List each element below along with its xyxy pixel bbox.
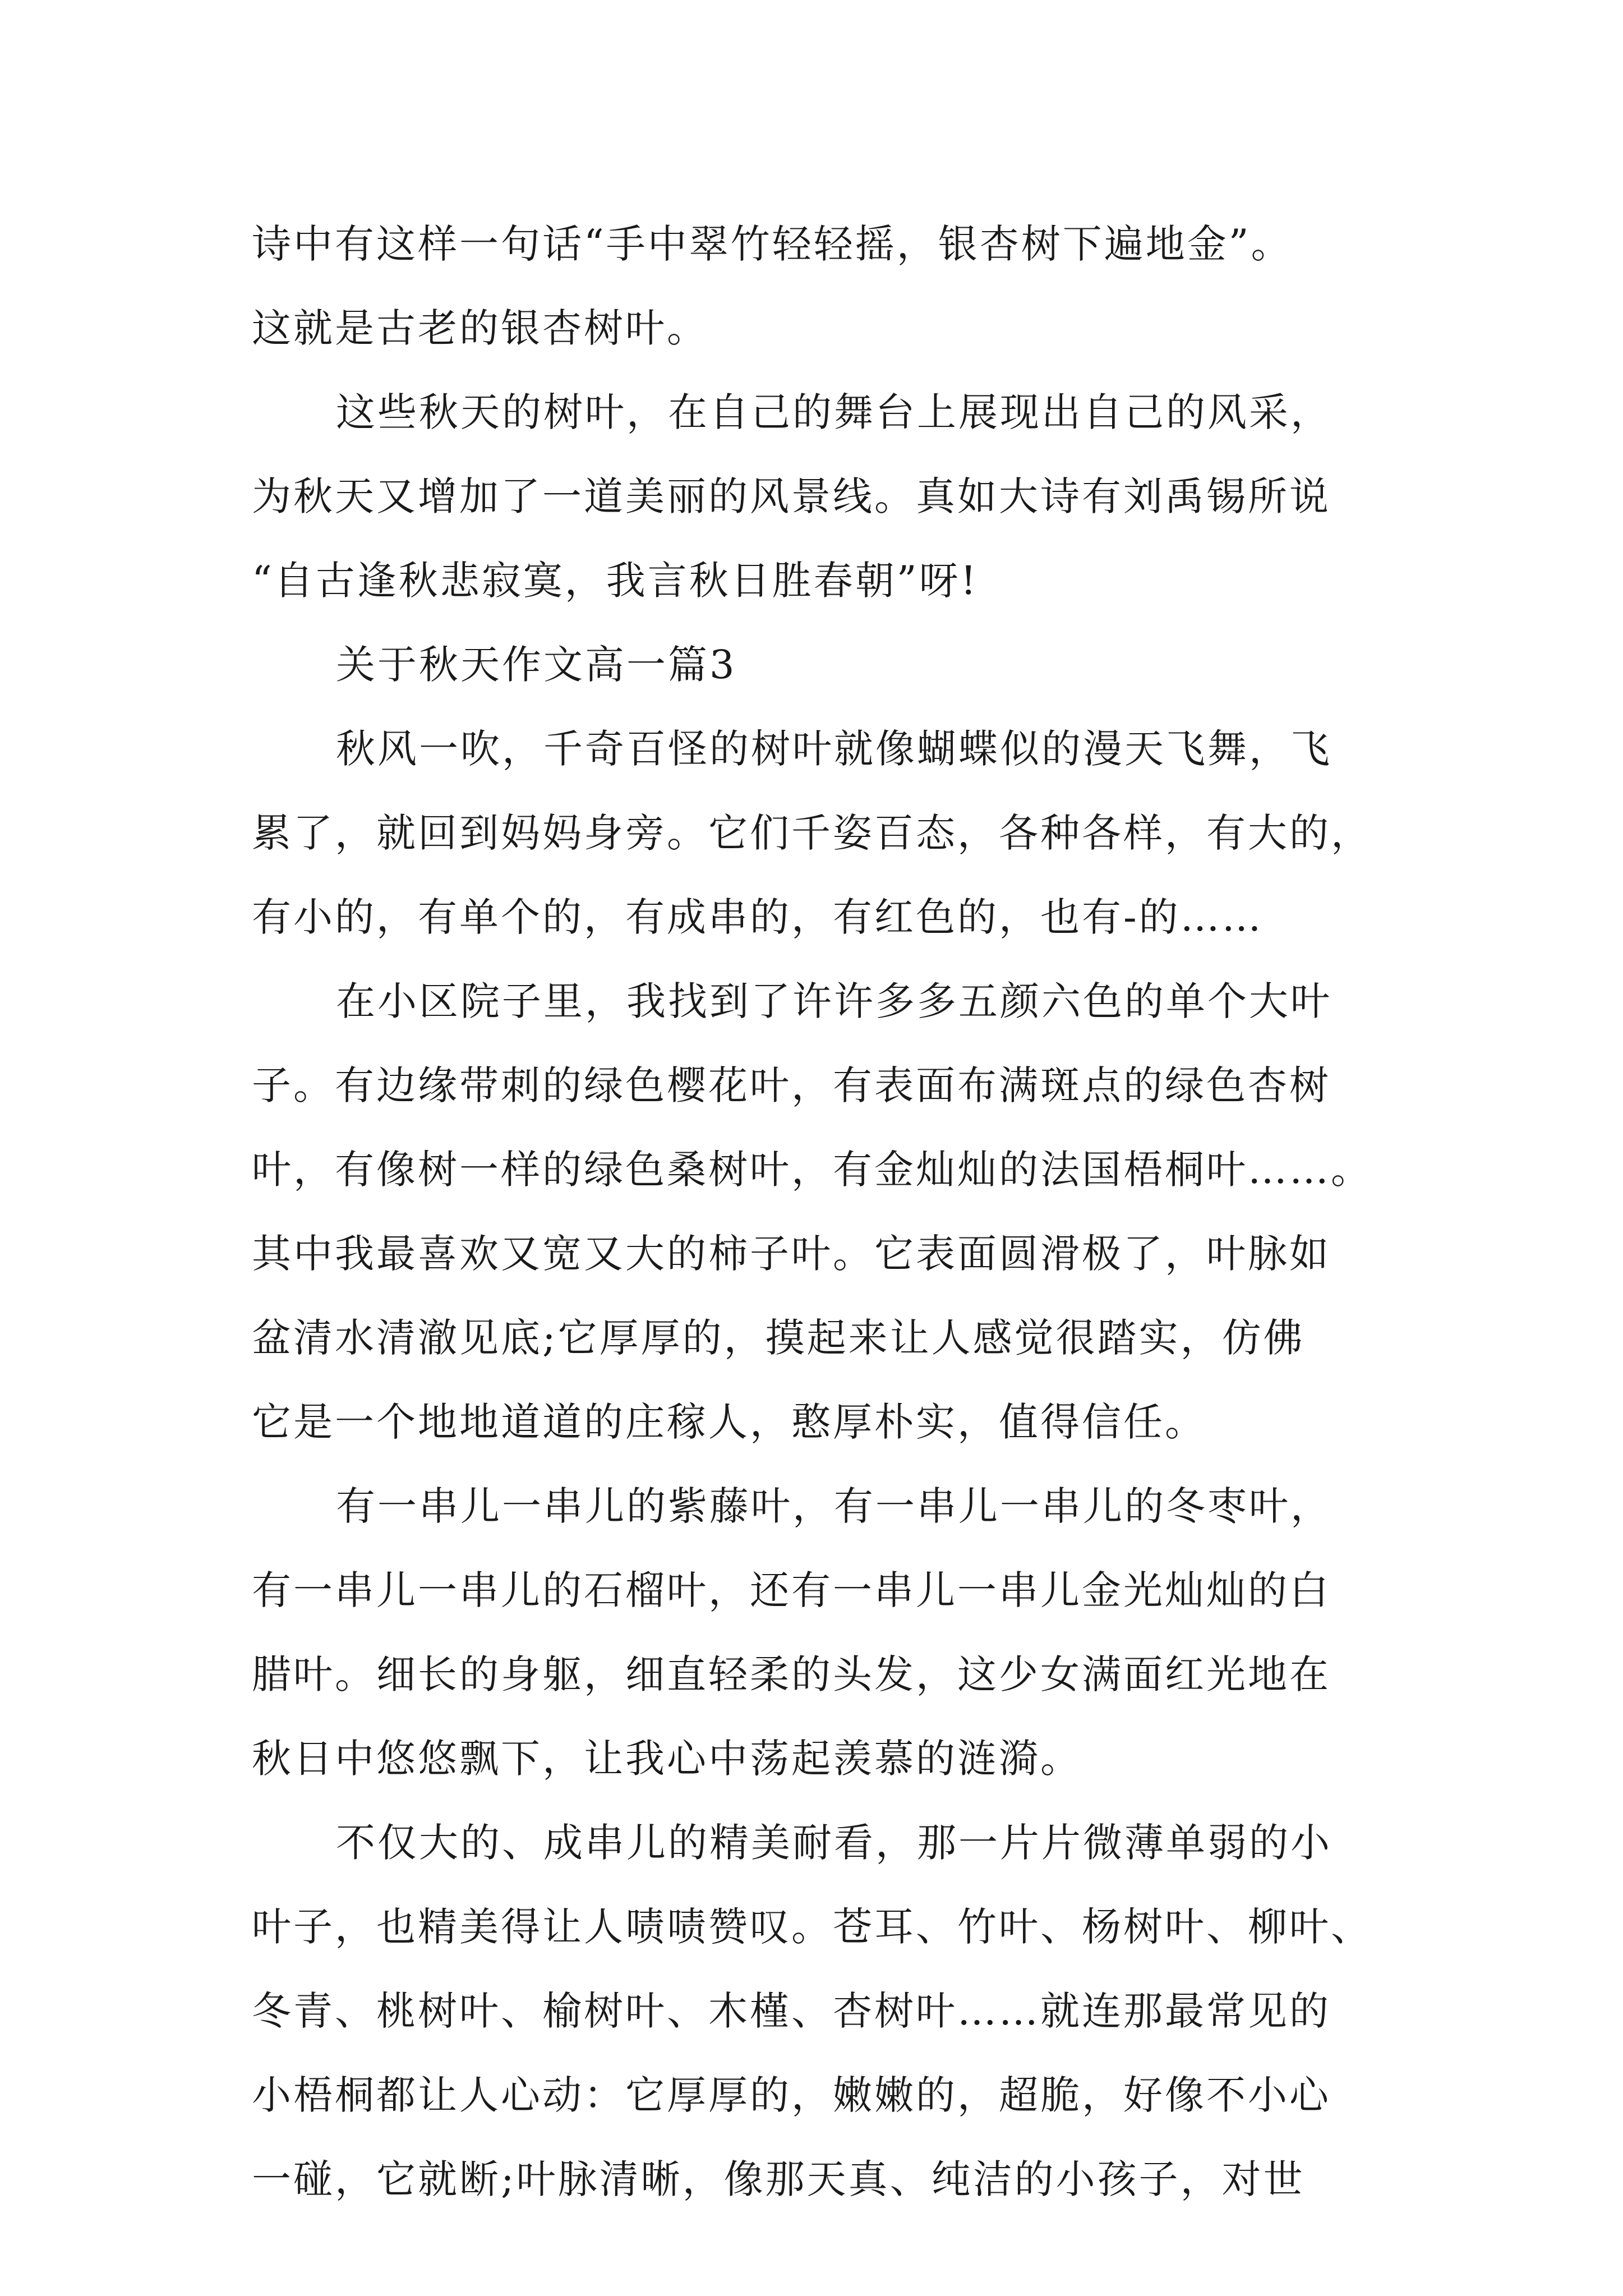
text-line: 盆清水清澈见底;它厚厚的，摸起来让人感觉很踏实，仿佛 (252, 1315, 1305, 1361)
text-line: 不仅大的、成串儿的精美耐看，那一片片微薄单弱的小 (336, 1820, 1332, 1866)
text-line: 叶，有像树一样的绿色桑树叶，有金灿灿的法国梧桐叶……。 (252, 1147, 1372, 1193)
text-line: 有一串儿一串儿的紫藤叶，有一串儿一串儿的冬枣叶， (336, 1483, 1332, 1529)
text-line: 有一串儿一串儿的石榴叶，还有一串儿一串儿金光灿灿的白 (252, 1567, 1331, 1613)
text-line: 有小的，有单个的，有成串的，有红色的，也有-的…… (252, 894, 1264, 940)
text-line: 小梧桐都让人心动：它厚厚的，嫩嫩的，超脆，好像不小心 (252, 2072, 1331, 2118)
text-line: 这些秋天的树叶，在自己的舞台上展现出自己的风采， (336, 389, 1332, 435)
text-line: 关于秋天作文高一篇3 (336, 642, 737, 688)
text-line: 在小区院子里，我找到了许许多多五颜六色的单个大叶 (336, 978, 1332, 1024)
text-line: 它是一个地地道道的庄稼人，憨厚朴实，值得信任。 (252, 1399, 1206, 1445)
text-line: 这就是古老的银杏树叶。 (252, 305, 708, 351)
text-line: 秋风一吹，千奇百怪的树叶就像蝴蝶似的漫天飞舞，飞 (336, 726, 1332, 772)
text-line: 子。有边缘带刺的绿色樱花叶，有表面布满斑点的绿色杏树 (252, 1062, 1331, 1108)
text-line: 叶子，也精美得让人啧啧赞叹。苍耳、竹叶、杨树叶、柳叶、 (252, 1904, 1372, 1950)
text-line: 一碰，它就断;叶脉清晰，像那天真、纯洁的小孩子，对世 (252, 2156, 1305, 2202)
text-line: 秋日中悠悠飘下，让我心中荡起羡慕的涟漪。 (252, 1736, 1082, 1782)
text-line: 诗中有这样一句话“手中翠竹轻轻摇，银杏树下遍地金”。 (252, 221, 1293, 267)
text-line: 累了，就回到妈妈身旁。它们千姿百态，各种各样，有大的， (252, 810, 1372, 856)
text-line: “自古逢秋悲寂寞，我言秋日胜春朝”呀! (252, 558, 979, 604)
text-line: 冬青、桃树叶、榆树叶、木槿、杏树叶……就连那最常见的 (252, 1988, 1331, 2034)
text-line: 其中我最喜欢又宽又大的柿子叶。它表面圆滑极了，叶脉如 (252, 1231, 1331, 1277)
text-line: 腊叶。细长的身躯，细直轻柔的头发，这少女满面红光地在 (252, 1651, 1331, 1697)
body-text (252, 202, 1390, 2221)
text-line: 为秋天又增加了一道美丽的风景线。真如大诗有刘禹锡所说 (252, 473, 1331, 519)
